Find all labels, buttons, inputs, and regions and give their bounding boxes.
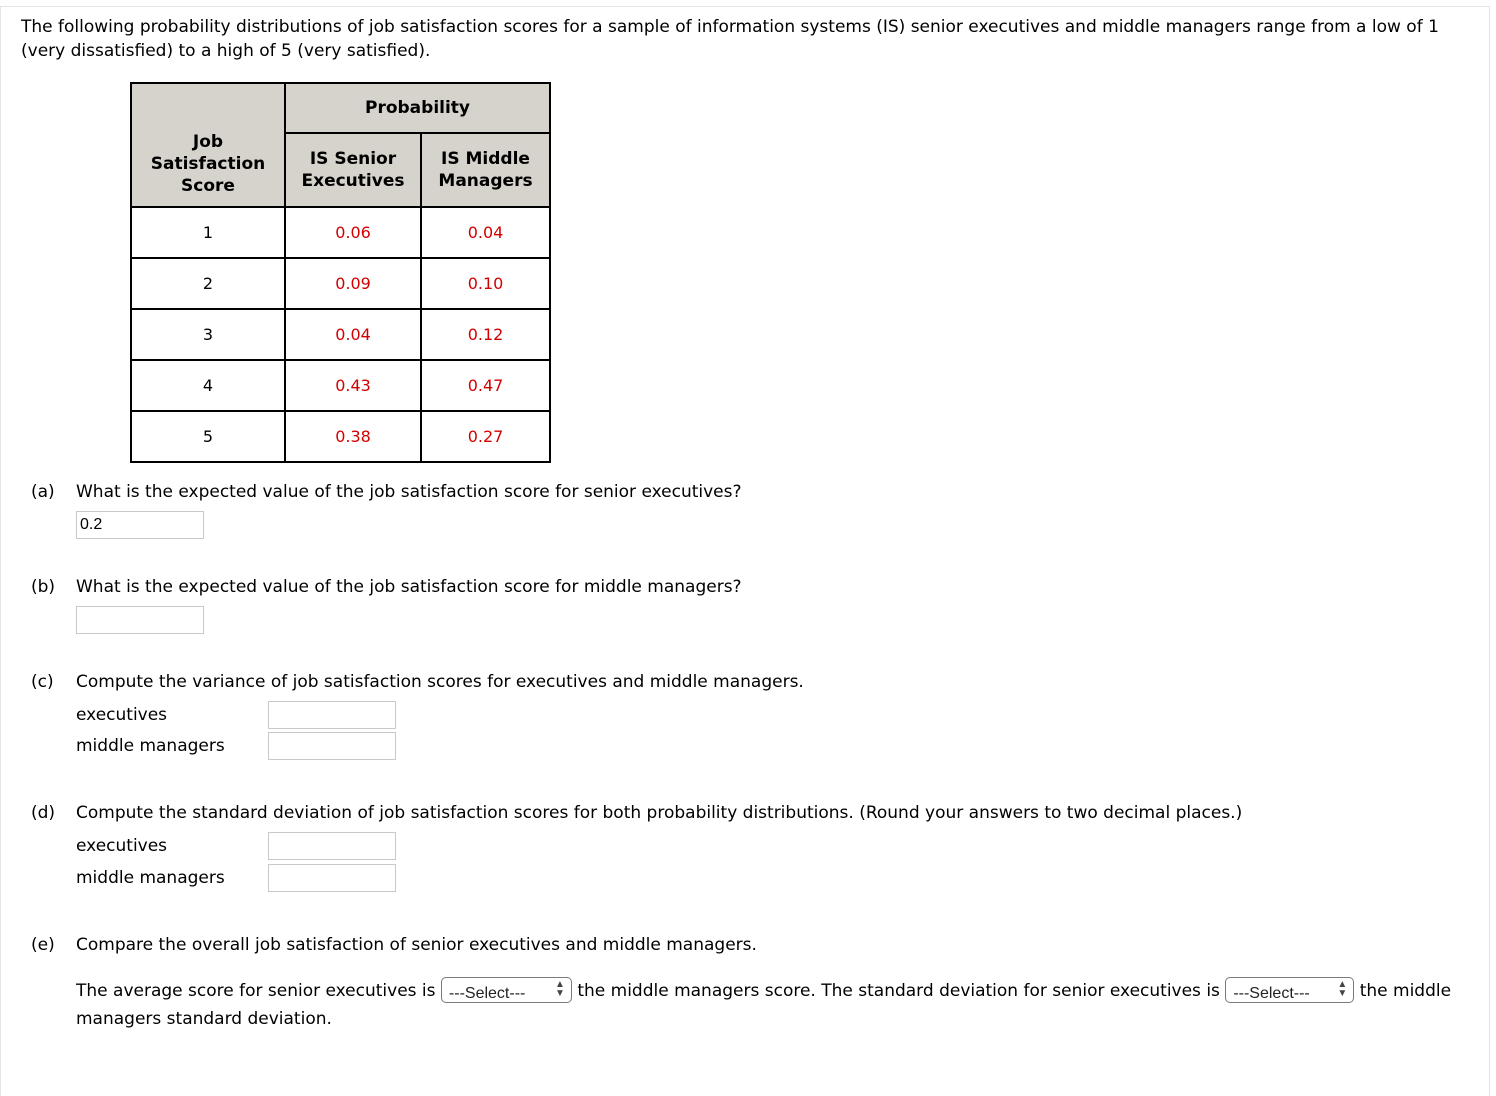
average-comparison-select[interactable]: [441, 977, 572, 1003]
question-c-text: Compute the variance of job satisfaction scores for executives and middle managers.: [76, 672, 804, 692]
table-row: [131, 207, 550, 258]
mgr-prob-cell: 0.27: [421, 411, 550, 462]
question-e-text: Compare the overall job satisfaction of senior executives and middle managers.: [76, 935, 757, 955]
mgr-prob-cell: 0.04: [421, 207, 550, 258]
answer-b-input[interactable]: [76, 606, 204, 634]
stddev-managers-label: middle managers: [76, 868, 225, 888]
exec-prob-cell: 0.43: [285, 360, 421, 411]
exec-prob-cell: 0.06: [285, 207, 421, 258]
stddev-executives-input[interactable]: [268, 832, 396, 860]
question-c-label: (c): [31, 672, 54, 692]
stddev-comparison-select[interactable]: [1225, 977, 1354, 1003]
stddev-managers-input[interactable]: [268, 864, 396, 892]
exec-prob-cell: 0.09: [285, 258, 421, 309]
select-value: ---Select---: [1233, 984, 1310, 1002]
select-value: ---Select---: [448, 984, 526, 1002]
question-b-label: (b): [31, 577, 56, 597]
mgr-prob-cell: 0.47: [421, 360, 550, 411]
variance-managers-input[interactable]: [268, 732, 396, 760]
select-arrows-icon: ▲ ▼: [555, 978, 565, 999]
table-row: [131, 411, 550, 462]
probability-group-header: Probability: [285, 83, 550, 133]
question-a: [31, 481, 742, 503]
question-e-label: (e): [31, 935, 55, 955]
variance-executives-label: executives: [76, 705, 168, 725]
question-b: [31, 576, 742, 598]
question-d-label: (d): [31, 803, 56, 823]
col-header-managers: IS Middle Managers: [421, 133, 550, 207]
table-row: [131, 360, 550, 411]
variance-executives-input[interactable]: [268, 701, 396, 729]
probability-table: [130, 82, 551, 463]
problem-intro: The following probability distributions of job satisfaction scores for a sample of information systems (IS) senior executives and middle managers range from a low of 1 (very dissatisfied) to a high of 5 (very satisfied).: [21, 17, 1439, 61]
stddev-executives-label: executives: [76, 836, 168, 856]
question-d-text: Compute the standard deviation of job satisfaction scores for both probability distributions. (Round your answers to two decimal places.): [76, 803, 1243, 823]
score-cell: 2: [131, 258, 285, 309]
exec-prob-cell: 0.38: [285, 411, 421, 462]
exec-prob-cell: 0.04: [285, 309, 421, 360]
score-cell: 3: [131, 309, 285, 360]
select-arrows-icon: ▲ ▼: [1337, 978, 1348, 999]
sentence-part-3: the middle managers standard deviation.: [76, 981, 1452, 1029]
question-a-label: (a): [31, 482, 55, 502]
mgr-prob-cell: 0.10: [421, 258, 550, 309]
sentence-part-2: the middle managers score. The standard deviation for senior executives is: [577, 981, 1220, 1001]
question-c: [31, 671, 804, 693]
question-d: [31, 802, 1242, 824]
answer-a-input[interactable]: 0.2: [76, 511, 204, 539]
question-e: [31, 934, 757, 956]
col-header-executives: IS Senior Executives: [285, 133, 421, 207]
question-a-text: What is the expected value of the job satisfaction score for senior executives?: [76, 482, 742, 502]
score-cell: 5: [131, 411, 285, 462]
score-cell: 1: [131, 207, 285, 258]
score-cell: 4: [131, 360, 285, 411]
sentence-part-1: The average score for senior executives is: [76, 981, 436, 1001]
table-row: [131, 258, 550, 309]
question-b-text: What is the expected value of the job satisfaction score for middle managers?: [76, 577, 742, 597]
mgr-prob-cell: 0.12: [421, 309, 550, 360]
table-row: [131, 309, 550, 360]
col-header-score: Job Satisfaction Score: [131, 83, 285, 207]
comparison-sentence: [76, 977, 1476, 1033]
variance-managers-label: middle managers: [76, 736, 225, 756]
